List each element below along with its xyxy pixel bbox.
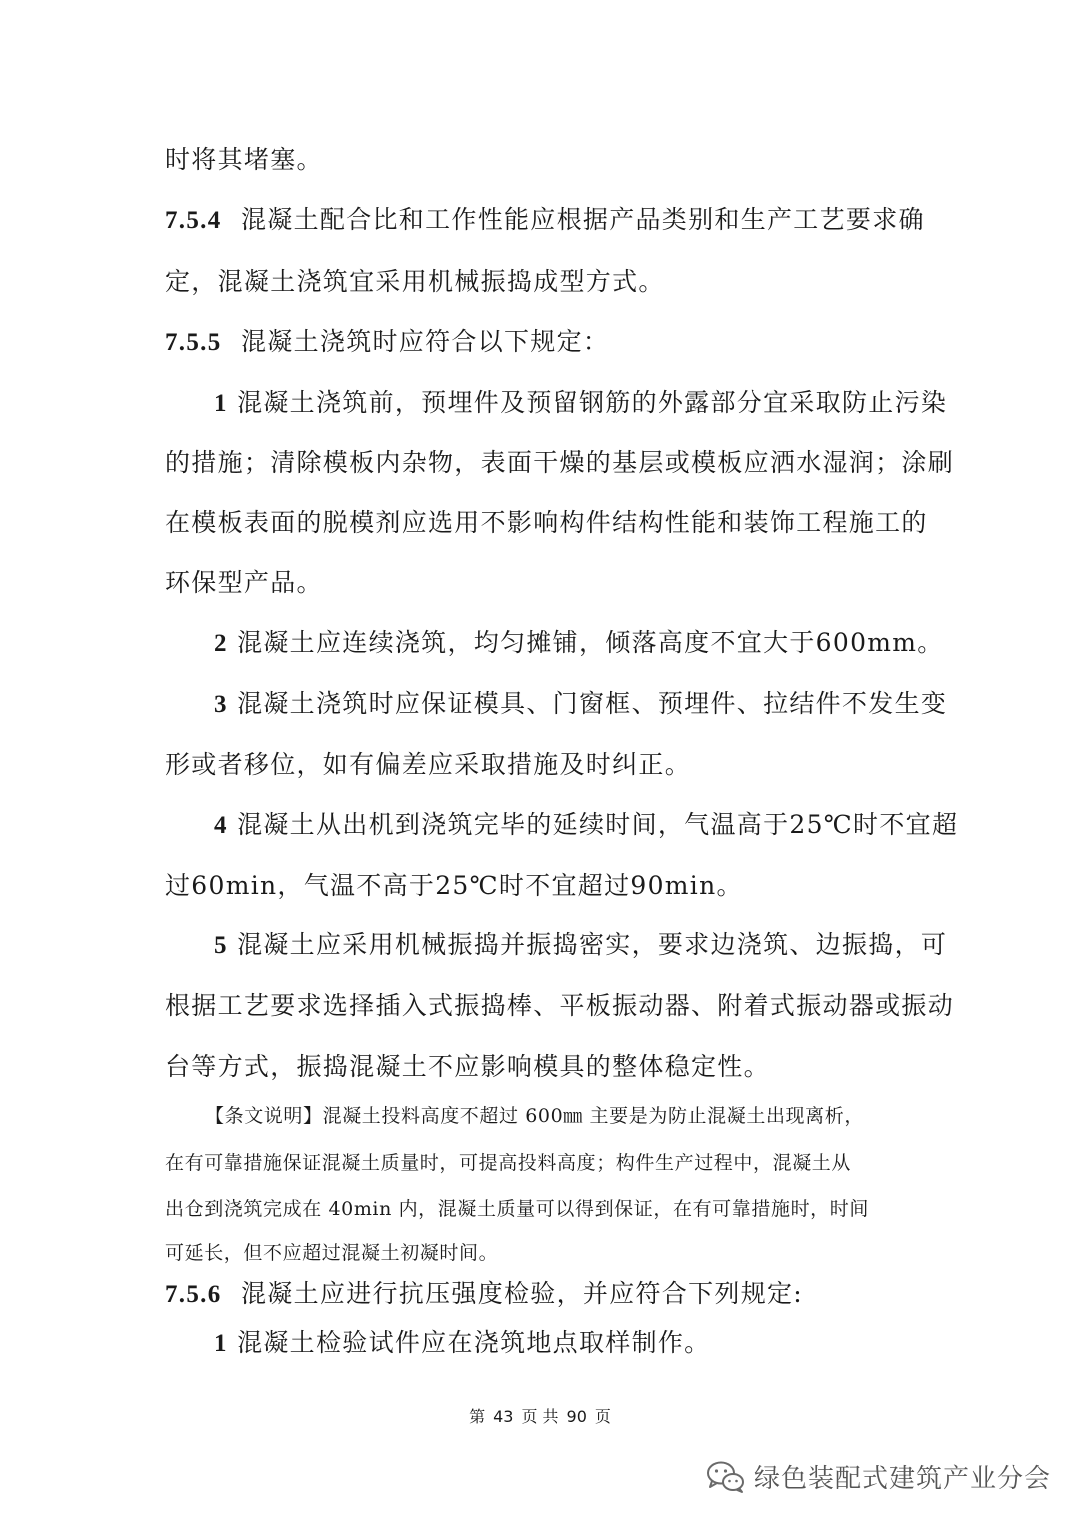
item-number: 3 [214,691,228,718]
text-line: 环保型产品。 [165,568,323,597]
text-line: 混凝土浇筑时应符合以下规定： [241,327,610,356]
item-number: 4 [214,812,228,839]
text-line: 混凝土应连续浇筑，均匀摊铺，倾落高度不宜大于600mm。 [237,628,944,657]
clause-note: 【条文说明】混凝土投料高度不超过 600㎜ 主要是为防止混凝土出现离析， [205,1105,864,1127]
wechat-icon [706,1460,746,1494]
text-line: 混凝土浇筑前，预埋件及预留钢筋的外露部分宜采取防止污染 [237,388,948,417]
clause-note: 出仓到浇筑完成在 40min 内，混凝土质量可以得到保证，在有可靠措施时，时间 [165,1198,869,1220]
section-7-5-4 [165,205,925,236]
text-line: 过60min，气温不高于25℃时不宜超过90min。 [165,871,743,900]
text-line: 的措施；清除模板内杂物，表面干燥的基层或模板应洒水湿润；涂刷 [165,448,955,477]
total-pages: 90 [566,1407,587,1426]
item-number: 2 [214,630,228,657]
item-2 [214,628,944,659]
clause-note: 在有可靠措施保证混凝土质量时，可提高投料高度；构件生产过程中，混凝土从 [165,1152,852,1174]
text-line: 定，混凝土浇筑宜采用机械振捣成型方式。 [165,267,665,296]
watermark [706,1458,1051,1495]
item-number: 1 [214,390,228,417]
text-line: 台等方式，振捣混凝土不应影响模具的整体稳定性。 [165,1052,770,1081]
item-number: 5 [214,932,228,959]
watermark-text: 绿色装配式建筑产业分会 [754,1464,1052,1494]
text-line: 形或者移位，如有偏差应采取措施及时纠正。 [165,750,692,779]
text-line: 混凝土检验试件应在浇筑地点取样制作。 [237,1328,711,1357]
page-footer: 第 43 页 共 90 页 [469,1407,611,1426]
item-1 [214,1328,710,1359]
text-line: 混凝土应进行抗压强度检验，并应符合下列规定: [241,1279,804,1308]
item-5 [214,930,947,961]
item-3 [214,689,947,720]
text-line: 混凝土应采用机械振捣并振捣密实，要求边浇筑、边振捣，可 [237,930,948,959]
section-7-5-5 [165,327,609,358]
item-1 [214,388,947,419]
clause-note: 可延长，但不应超过混凝土初凝时间。 [165,1242,499,1264]
item-4 [214,810,958,841]
text-line: 时将其堵塞。 [165,145,323,174]
current-page: 43 [493,1407,514,1426]
section-number: 7.5.5 [165,329,222,356]
text-line: 混凝土配合比和工作性能应根据产品类别和生产工艺要求确 [241,205,925,234]
section-number: 7.5.6 [165,1281,222,1308]
section-number: 7.5.4 [165,207,222,234]
text-line: 根据工艺要求选择插入式振捣棒、平板振动器、附着式振动器或振动 [165,991,955,1020]
text-line: 在模板表面的脱模剂应选用不影响构件结构性能和装饰工程施工的 [165,508,928,537]
text-line: 混凝土从出机到浇筑完毕的延续时间，气温高于25℃时不宜超 [237,810,959,839]
section-7-5-6 [165,1279,803,1310]
text-line: 混凝土浇筑时应保证模具、门窗框、预埋件、拉结件不发生变 [237,689,948,718]
item-number: 1 [214,1330,228,1357]
